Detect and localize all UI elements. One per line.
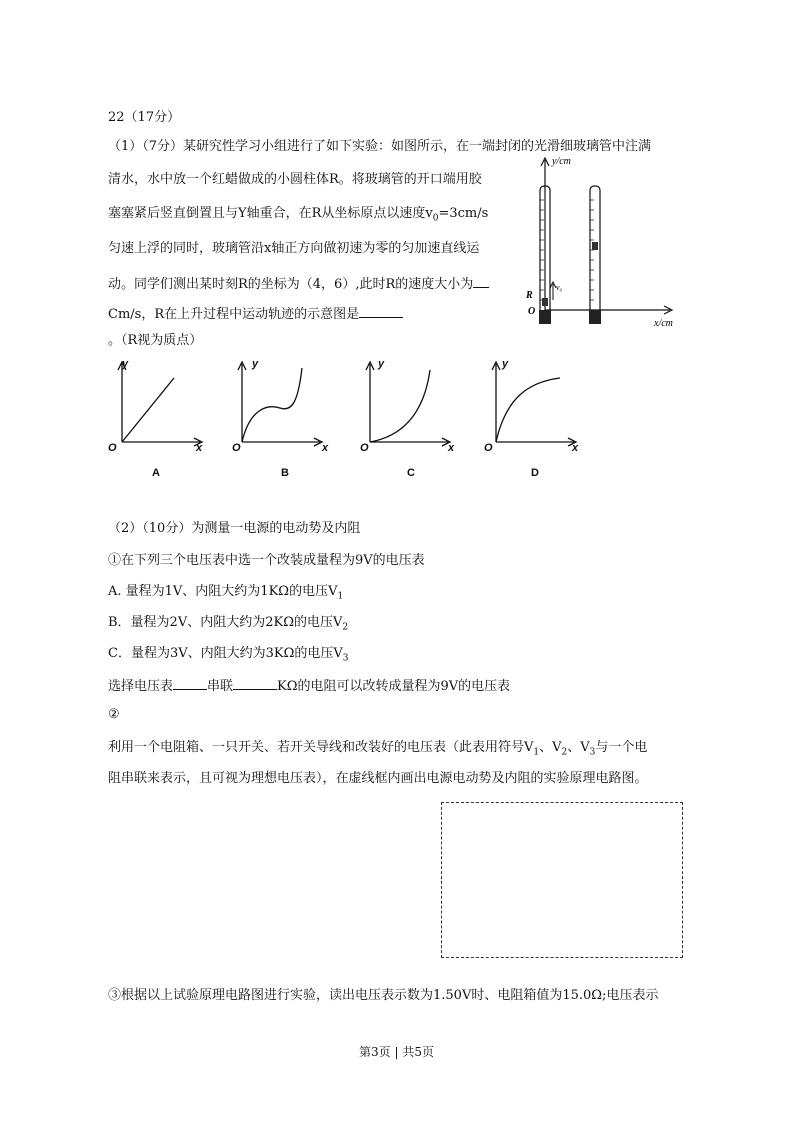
answer-blank-voltmeter[interactable] (173, 677, 207, 690)
part1-line1: （1）（7分）某研究性学习小组进行了如下实验：如图所示，在一端封闭的光滑细玻璃管中注满 (108, 139, 652, 154)
wax-cylinder-moved (592, 242, 598, 250)
page-footer: 第3页 | 共5页 (359, 1045, 434, 1059)
graph-a-y-label: y (122, 358, 129, 370)
glass-tube-right (590, 186, 600, 316)
graph-b-x-label: x (322, 442, 329, 454)
part1-line5-text: 动。同学们测出某时刻R的坐标为（4，6）,此时R的速度大小为 (108, 277, 474, 292)
r-label: R (526, 290, 533, 301)
v0-subscript: 0 (432, 213, 439, 224)
step2-text-b: 与一个电 (595, 740, 648, 755)
graph-a-origin: O (108, 442, 117, 454)
graph-a-curve (122, 378, 174, 442)
part1-line6 (108, 305, 403, 323)
wax-cylinder-start (542, 298, 548, 306)
part1-line5 (108, 275, 489, 293)
option-c (108, 646, 349, 667)
stopper-right (589, 310, 601, 324)
graph-b-origin: O (232, 442, 241, 454)
part2-step2-mark: ② (108, 707, 120, 722)
step2-text-a: 利用一个电阻箱、一只开关、若开关导线和改装好的电压表（此表用符号V (108, 740, 534, 755)
v2-sub: 2 (561, 747, 568, 758)
part2-step3: ③根据以上试验原理电路图进行实验，读出电压表示数为1.50V时、电阻箱值为15.0Ω;电压表示 (108, 988, 659, 1003)
part1-line3-speed: =3cm/s (438, 206, 489, 221)
select-text-a: 选择电压表 (108, 679, 174, 694)
graph-d-origin: O (484, 442, 493, 454)
graph-a-x-label: x (196, 442, 203, 454)
option-b (108, 615, 348, 636)
option-a (108, 584, 343, 605)
sep-1: 、V (539, 740, 562, 755)
stopper-left (539, 310, 551, 324)
circuit-drawing-box[interactable] (441, 802, 683, 958)
select-voltmeter-line (108, 677, 510, 695)
graph-d-y-label: y (502, 358, 509, 370)
part1-line3 (108, 206, 488, 227)
y-axis-label: y/cm (552, 156, 571, 167)
v0-label: v₀ (556, 283, 563, 292)
part2-step1: ①在下列三个电压表中选一个改装成量程为9V的电压表 (108, 553, 425, 568)
v1-sub: 1 (533, 747, 540, 758)
part2-intro: （2）（10分）为测量一电源的电动势及内阻 (108, 521, 361, 536)
option-c-sub: 3 (342, 653, 349, 664)
part1-line3-text: 塞塞紧后竖直倒置且与Y轴重合，在R从坐标原点以速度v (108, 206, 433, 221)
graph-c-y-label: y (378, 358, 385, 370)
graph-c-origin: O (360, 442, 369, 454)
part1-line7: 。（R视为质点） (108, 333, 203, 348)
graph-b-option: B (281, 467, 289, 479)
option-a-text: A. 量程为1V、内阻大约为1KΩ的电压V (108, 584, 338, 599)
v3-sub: 3 (589, 747, 596, 758)
sep-2: 、V (567, 740, 590, 755)
graph-d-curve (496, 378, 560, 442)
answer-blank-resistance[interactable] (233, 677, 277, 690)
question-number: 22（17分） (108, 110, 181, 125)
graph-d-option: D (531, 467, 539, 479)
origin-label: O (528, 306, 536, 317)
graph-c-option: C (407, 467, 415, 479)
part1-line4: 匀速上浮的同时，玻璃管沿x轴正方向做初速为零的匀加速直线运 (108, 241, 480, 256)
answer-blank-trajectory[interactable] (359, 305, 403, 318)
answer-blank-speed[interactable] (473, 275, 489, 288)
experiment-figure (520, 150, 685, 335)
option-a-sub: 1 (337, 591, 344, 602)
select-text-c: KΩ的电阻可以改转成量程为9V的电压表 (277, 679, 511, 694)
option-graphs (108, 358, 578, 483)
graph-d-x-label: x (572, 442, 579, 454)
graph-b-curve (242, 368, 302, 442)
graph-c-x-label: x (448, 442, 455, 454)
option-b-sub: 2 (342, 622, 349, 633)
option-b-text: B．量程为2V、内阻大约为2KΩ的电压V (108, 615, 343, 630)
graph-a-option: A (152, 467, 160, 479)
graph-b-y-label: y (252, 358, 259, 370)
graph-c-curve (370, 370, 430, 442)
x-axis-label: x/cm (654, 318, 673, 329)
option-c-text: C．量程为3V、内阻大约为3KΩ的电压V (108, 646, 343, 661)
part2-step2-line2: 阻串联来表示，且可视为理想电压表），在虚线框内画出电源电动势及内阻的实验原理电路图。 (108, 771, 648, 786)
part1-line6-text: Cm/s，R在上升过程中运动轨迹的示意图是 (108, 307, 360, 322)
part2-step2-line1 (108, 740, 647, 761)
part1-line2: 清水，水中放一个红蜡做成的小圆柱体R。将玻璃管的开口端用胶 (108, 172, 482, 187)
select-text-b: 串联 (207, 679, 234, 694)
